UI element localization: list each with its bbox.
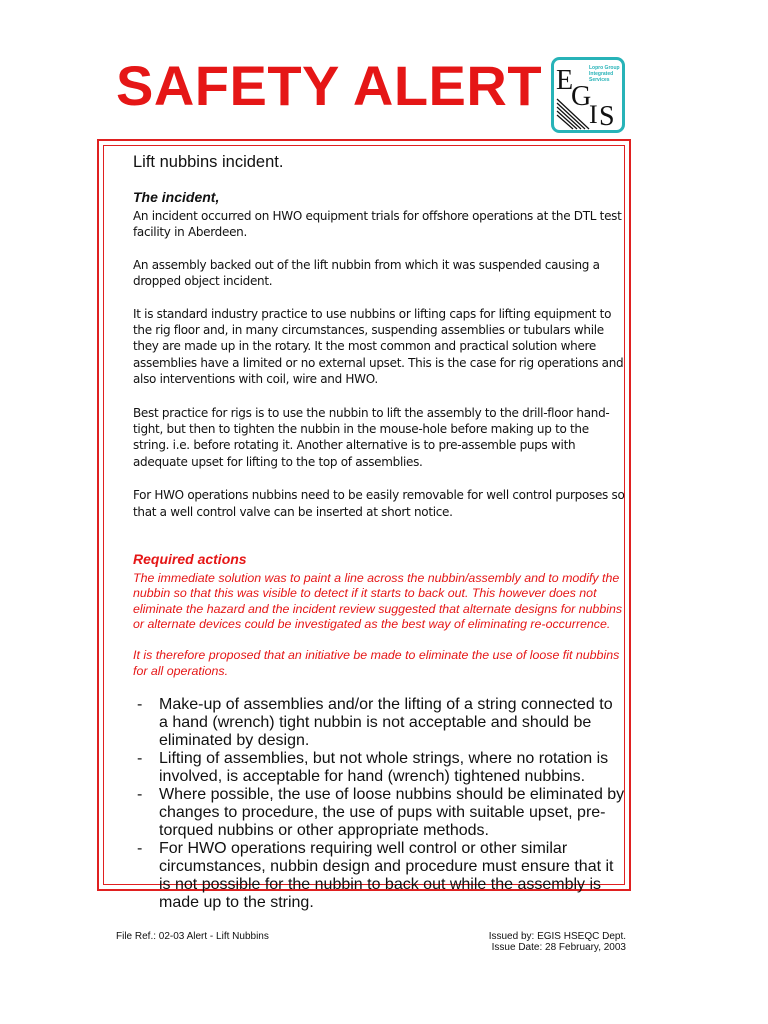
bullet-dash: - (137, 785, 143, 803)
logo-letter-i: I (589, 100, 598, 129)
action-paragraph: It is therefore proposed that an initiative be made to eliminate the use of loose fit nubbins for all operations. (133, 648, 620, 678)
bullet-dash: - (137, 695, 143, 713)
list-item-text: Lifting of assemblies, but not whole strings, where no rotation is involved, is acceptable for hand (wrench) tightened nubbins. (159, 749, 609, 785)
list-item-text: Make-up of assemblies and/or the lifting of a string connected to a hand (wrench) tight nubbin is not acceptable and should be eliminated by design. (159, 695, 613, 749)
list-item (133, 786, 625, 840)
logo-letter-g: G (571, 81, 592, 112)
alert-heading: Lift nubbins incident. (133, 153, 284, 171)
incident-title: The incident, (133, 189, 220, 205)
logo-letter-e: E (556, 65, 574, 96)
incident-paragraph: Best practice for rigs is to use the nubbin to lift the assembly to the drill-floor hand-tight, but then to tighten the nubbin in the mouse-hole before making up to the string. i.e. before rotating it. Another alternative is to pre-assemble pups with adequate upset for lifting to the top of assemblies. (133, 405, 610, 469)
actions-list (133, 696, 625, 912)
actions-title: Required actions (133, 551, 247, 568)
incident-paragraph: An incident occurred on HWO equipment trials for offshore operations at the DTL test facility in Aberdeen. (133, 209, 622, 240)
footer-issue-info (489, 931, 626, 953)
list-item-text: For HWO operations requiring well control or other similar circumstances, nubbin design and procedure must ensure that it is not possible for the nubbin to back out while the assembly is made up to the string. (159, 839, 614, 911)
logo-letter-s: S (599, 101, 615, 132)
action-paragraph: The immediate solution was to paint a line across the nubbin/assembly and to modify the nubbin so that this was visible to detect if it starts to back out. This however does not eliminate the hazard and the incident review suggested that alternate designs for nubbins or alternate devices could be investigated as the best way of eliminating re-occurrence. (133, 571, 623, 631)
list-item (133, 750, 625, 786)
egis-logo-icon (551, 57, 625, 133)
list-item (133, 840, 625, 912)
footer-file-ref: File Ref.: 02-03 Alert - Lift Nubbins (116, 931, 269, 942)
footer-issued-by: Issued by: EGIS HSEQC Dept. (488, 931, 626, 942)
list-item-text: Where possible, the use of loose nubbins should be eliminated by changes to procedure, the use of pups with suitable upset, pre-torqued nubbins or other appropriate methods. (159, 785, 625, 839)
alert-content (133, 152, 625, 912)
logo-tagline-2: Integrated (589, 71, 614, 77)
incident-paragraph: For HWO operations nubbins need to be easily removable for well control purposes so that a well control valve can be inserted at short notice. (133, 488, 625, 519)
bullet-dash: - (137, 839, 143, 857)
incident-paragraph: It is standard industry practice to use nubbins or lifting caps for lifting equipment to the rig floor and, in many circumstances, suspending assemblies or tubulars while they are made up in the rotary. It the most common and practical solution where assemblies have a limited or no external upset. This is the case for rig operations and also interventions with coil, wire and HWO. (133, 306, 624, 387)
list-item (133, 696, 625, 750)
logo-tagline-1: Lopro Group (589, 65, 620, 71)
footer-issue-date: Issue Date: 28 February, 2003 (491, 942, 626, 953)
page-title: SAFETY ALERT (116, 54, 543, 117)
bullet-dash: - (137, 749, 143, 767)
logo-tagline-3: Services (589, 77, 610, 83)
incident-paragraph: An assembly backed out of the lift nubbin from which it was suspended causing a dropped object incident. (133, 257, 600, 289)
